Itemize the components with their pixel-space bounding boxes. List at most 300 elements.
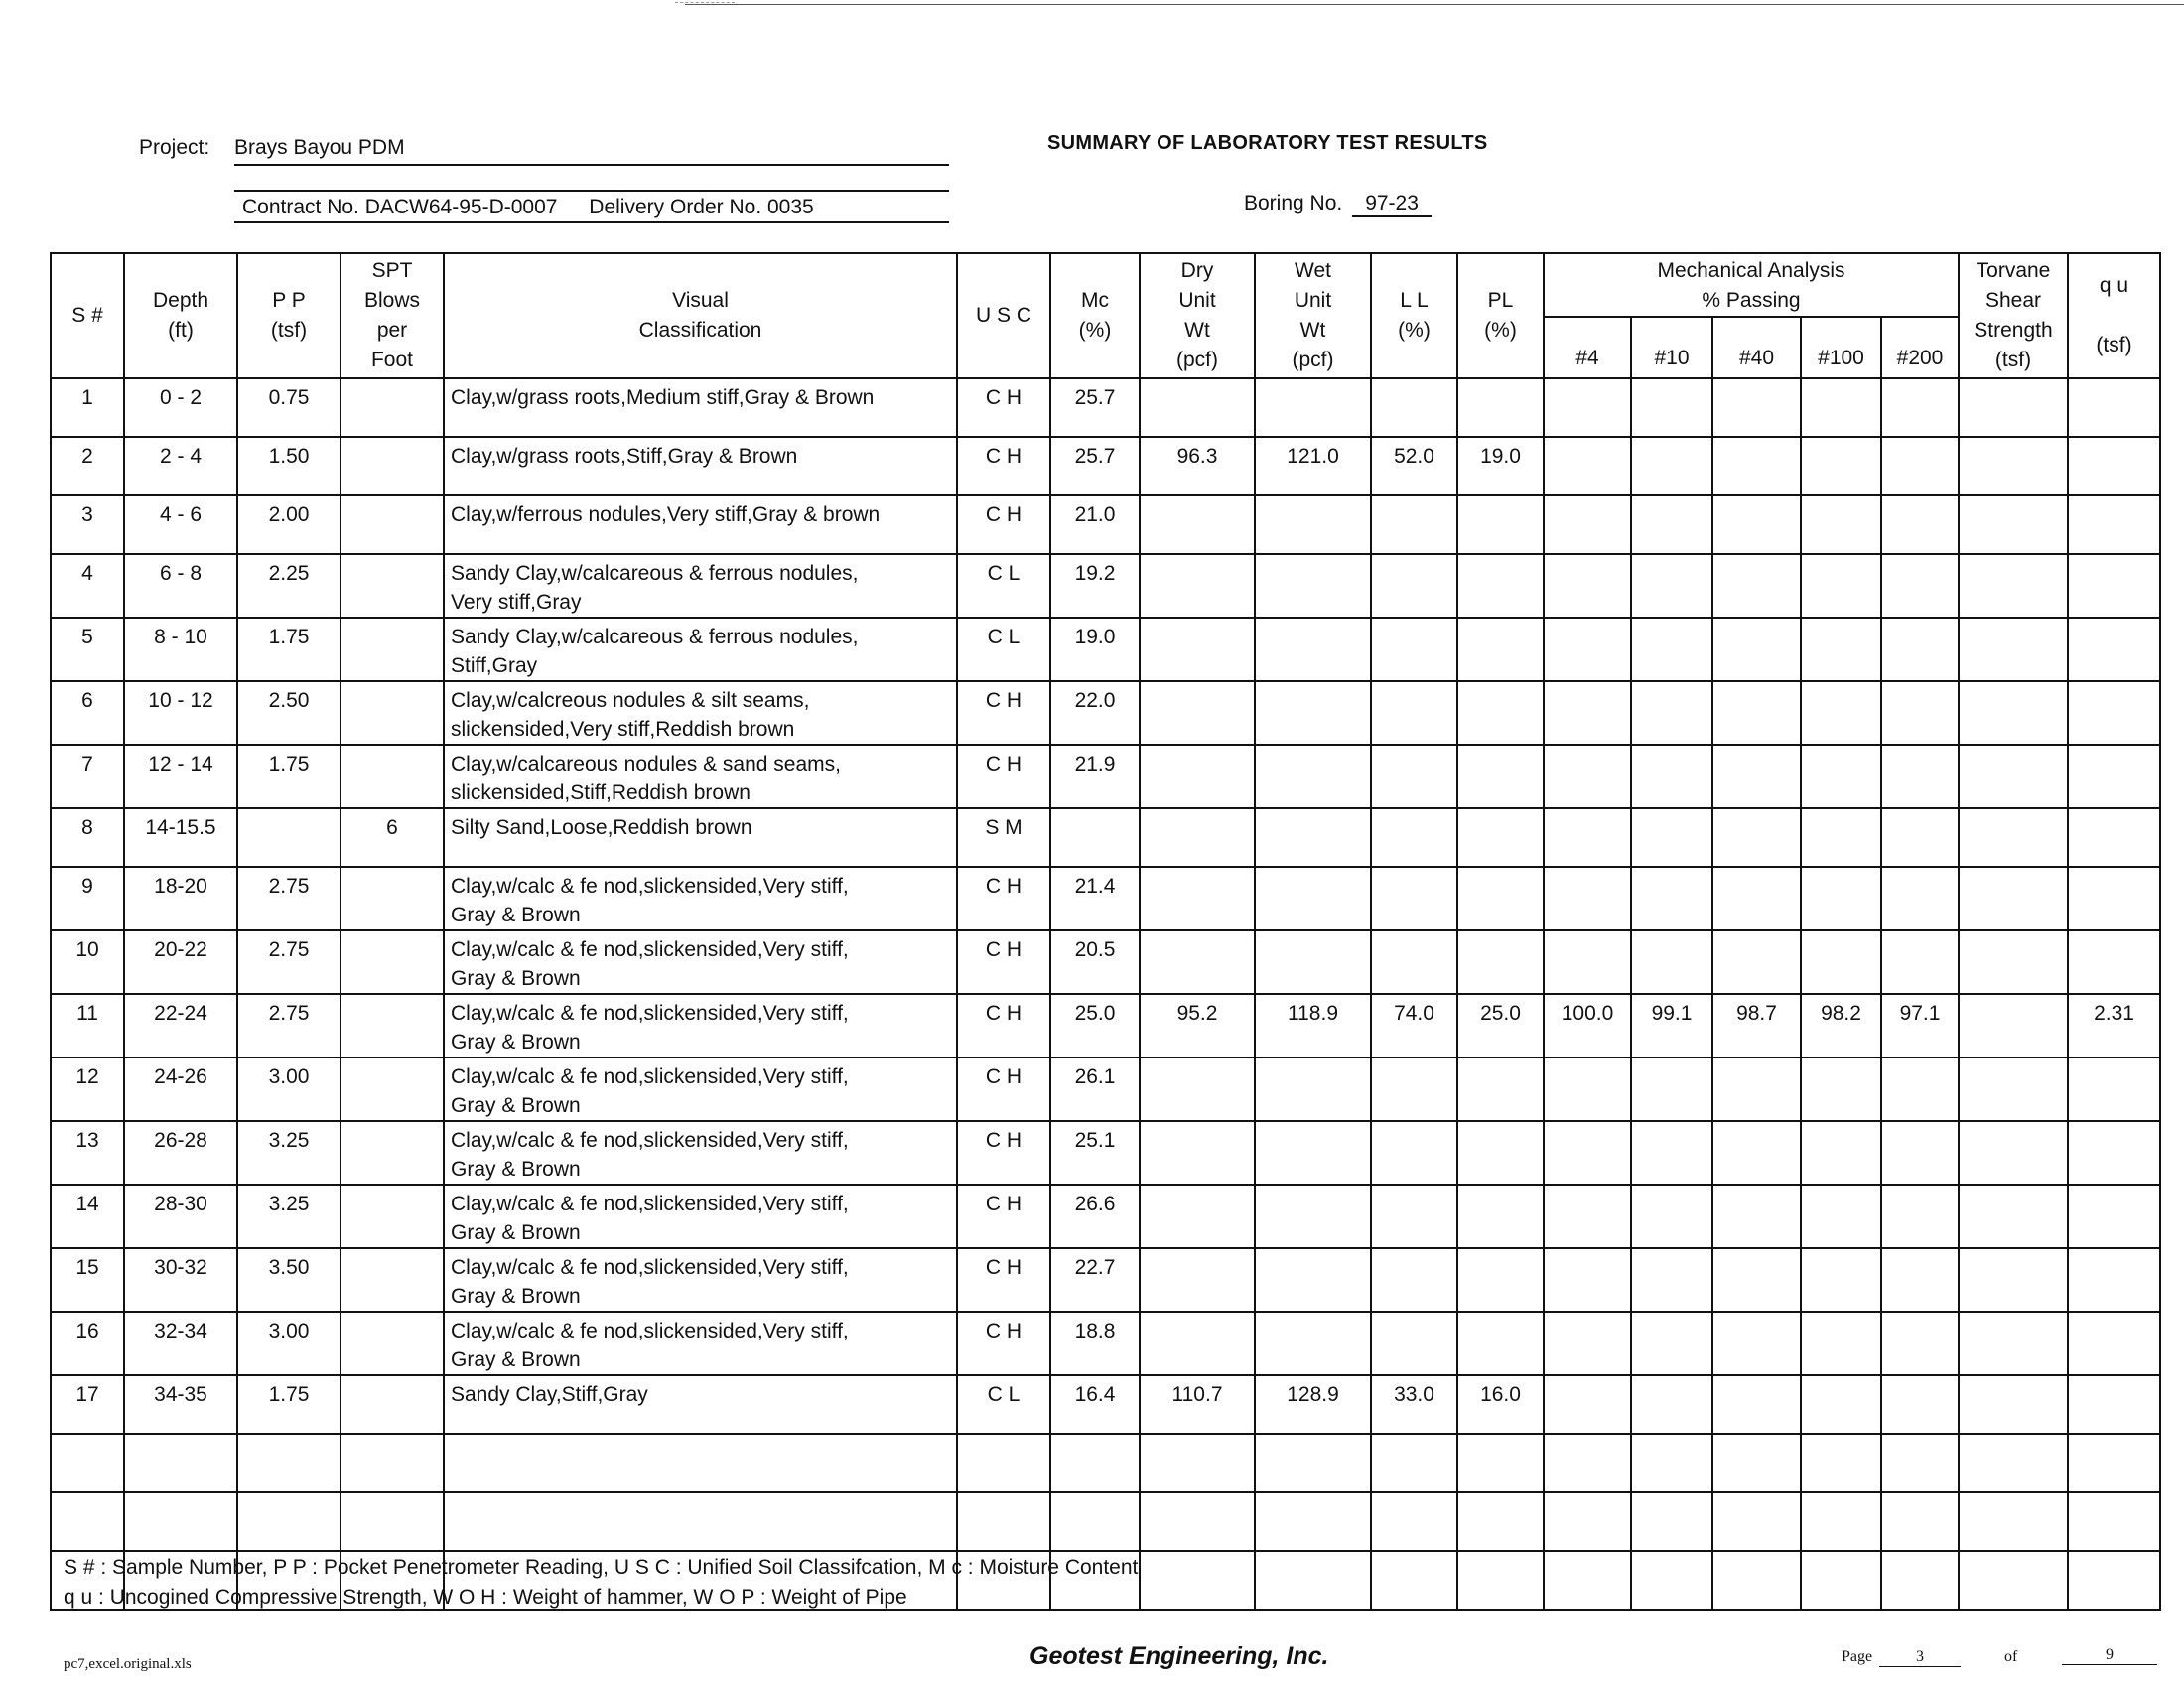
cell-sieve-100 <box>1801 867 1881 930</box>
cell-sample-number: 7 <box>51 745 124 808</box>
project-name: Brays Bayou PDM <box>234 136 405 159</box>
col-torvane: Torvane Shear Strength (tsf) <box>1959 253 2068 378</box>
cell-mc <box>1050 808 1140 867</box>
cell-usc: S M <box>957 808 1050 867</box>
cell-sample-number: 4 <box>51 554 124 618</box>
cell-visual-classification <box>444 1121 957 1185</box>
cell-wet-unit-wt <box>1255 554 1371 618</box>
table-row <box>51 437 2160 495</box>
cell-sieve-100 <box>1801 1551 1881 1610</box>
cell-mc: 22.7 <box>1050 1248 1140 1312</box>
cell-sieve-40 <box>1712 378 1801 437</box>
table-row <box>51 1492 2160 1551</box>
cell-sieve-40 <box>1712 1185 1801 1248</box>
cell-sieve-40 <box>1712 1434 1801 1492</box>
classification-line-1: Sandy Clay,w/calcareous & ferrous nodules, <box>451 626 859 648</box>
table-row <box>51 1312 2160 1375</box>
cell-sieve-200 <box>1881 618 1959 681</box>
cell-sieve-200 <box>1881 1121 1959 1185</box>
cell-usc: C H <box>957 437 1050 495</box>
cell-spt <box>341 930 444 994</box>
page-number-field <box>1879 1648 1961 1667</box>
cell-sieve-4 <box>1544 681 1631 745</box>
cell-qu <box>2068 1434 2160 1492</box>
col-wet-unit-wt: Wet Unit Wt (pcf) <box>1255 253 1371 378</box>
cell-sample-number: 2 <box>51 437 124 495</box>
classification-line-1: Clay,w/grass roots,Medium stiff,Gray & Brown <box>451 386 875 409</box>
cell-qu <box>2068 378 2160 437</box>
cell-sieve-10 <box>1631 437 1712 495</box>
cell-qu <box>2068 867 2160 930</box>
cell-pp: 1.75 <box>237 745 341 808</box>
cell-wet-unit-wt: 121.0 <box>1255 437 1371 495</box>
cell-sample-number: 6 <box>51 681 124 745</box>
cell-torvane <box>1959 681 2068 745</box>
contract-number: Contract No. DACW64-95-D-0007 <box>242 196 558 218</box>
cell-dry-unit-wt <box>1140 930 1255 994</box>
col-group-mechanical-analysis: Mechanical Analysis % Passing <box>1544 253 1959 317</box>
classification-line-1: Clay,w/grass roots,Stiff,Gray & Brown <box>451 445 798 468</box>
cell-sieve-40 <box>1712 1492 1801 1551</box>
table-row <box>51 554 2160 618</box>
cell-mc: 16.4 <box>1050 1375 1140 1434</box>
cell-sieve-10 <box>1631 1121 1712 1185</box>
cell-ll <box>1371 618 1457 681</box>
cell-pp <box>237 1434 341 1492</box>
cell-sieve-40 <box>1712 437 1801 495</box>
boring-field <box>1244 192 1432 217</box>
cell-ll <box>1371 930 1457 994</box>
cell-visual-classification <box>444 745 957 808</box>
cell-mc: 21.4 <box>1050 867 1140 930</box>
col-sieve-10: #10 <box>1631 317 1712 378</box>
classification-line-1: Clay,w/calc & fe nod,slickensided,Very stiff, <box>451 1193 849 1215</box>
cell-sieve-10 <box>1631 378 1712 437</box>
cell-sieve-40 <box>1712 1248 1801 1312</box>
cell-visual-classification <box>444 618 957 681</box>
cell-qu <box>2068 1248 2160 1312</box>
cell-sieve-200 <box>1881 867 1959 930</box>
table-row <box>51 808 2160 867</box>
cell-sieve-100 <box>1801 681 1881 745</box>
cell-ll <box>1371 1551 1457 1610</box>
cell-sieve-200 <box>1881 1312 1959 1375</box>
cell-pp: 1.75 <box>237 618 341 681</box>
cell-spt <box>341 1375 444 1434</box>
cell-ll <box>1371 378 1457 437</box>
cell-sample-number: 9 <box>51 867 124 930</box>
cell-pp: 3.25 <box>237 1121 341 1185</box>
cell-sieve-4 <box>1544 930 1631 994</box>
cell-sieve-4 <box>1544 1434 1631 1492</box>
legend-line-2: q u : Uncogined Compressive Strength, W O H : Weight of hammer, W O P : Weight of Pipe <box>64 1586 907 1609</box>
col-depth: Depth (ft) <box>124 253 237 378</box>
cell-qu: 2.31 <box>2068 994 2160 1058</box>
col-pp: P P (tsf) <box>237 253 341 378</box>
cell-visual-classification <box>444 554 957 618</box>
cell-sieve-4 <box>1544 1185 1631 1248</box>
cell-spt <box>341 1434 444 1492</box>
col-spt: SPT Blows per Foot <box>341 253 444 378</box>
cell-wet-unit-wt <box>1255 1058 1371 1121</box>
cell-depth: 22-24 <box>124 994 237 1058</box>
cell-sieve-4 <box>1544 1551 1631 1610</box>
cell-pl <box>1457 495 1544 554</box>
cell-sieve-4 <box>1544 1375 1631 1434</box>
cell-sample-number: 5 <box>51 618 124 681</box>
cell-spt <box>341 495 444 554</box>
cell-mc: 25.7 <box>1050 378 1140 437</box>
cell-dry-unit-wt: 110.7 <box>1140 1375 1255 1434</box>
cell-torvane <box>1959 1121 2068 1185</box>
cell-torvane <box>1959 745 2068 808</box>
cell-pp: 3.00 <box>237 1058 341 1121</box>
cell-sieve-200 <box>1881 745 1959 808</box>
file-name: pc7,excel.original.xls <box>64 1656 192 1672</box>
cell-mc: 25.1 <box>1050 1121 1140 1185</box>
cell-torvane <box>1959 994 2068 1058</box>
cell-sieve-10 <box>1631 681 1712 745</box>
project-value <box>234 136 949 166</box>
cell-spt <box>341 867 444 930</box>
cell-dry-unit-wt <box>1140 808 1255 867</box>
cell-sieve-10 <box>1631 930 1712 994</box>
classification-line-2: Gray & Brown <box>451 1285 581 1308</box>
cell-spt <box>341 1492 444 1551</box>
cell-sieve-4 <box>1544 378 1631 437</box>
cell-visual-classification <box>444 1375 957 1434</box>
cell-usc <box>957 1434 1050 1492</box>
cell-ll <box>1371 1248 1457 1312</box>
cell-sieve-100 <box>1801 1185 1881 1248</box>
cell-mc: 21.0 <box>1050 495 1140 554</box>
cell-visual-classification <box>444 994 957 1058</box>
cell-dry-unit-wt <box>1140 1185 1255 1248</box>
total-pages: 9 <box>2062 1646 2157 1665</box>
cell-pl <box>1457 745 1544 808</box>
cell-dry-unit-wt: 95.2 <box>1140 994 1255 1058</box>
cell-ll <box>1371 1312 1457 1375</box>
cell-ll <box>1371 1492 1457 1551</box>
cell-qu <box>2068 745 2160 808</box>
cell-pl <box>1457 1121 1544 1185</box>
cell-dry-unit-wt <box>1140 1121 1255 1185</box>
cell-usc: C H <box>957 1058 1050 1121</box>
cell-sieve-10 <box>1631 1058 1712 1121</box>
cell-depth: 2 - 4 <box>124 437 237 495</box>
classification-line-1: Clay,w/calc & fe nod,slickensided,Very stiff, <box>451 1065 849 1088</box>
cell-sample-number: 12 <box>51 1058 124 1121</box>
cell-visual-classification <box>444 1312 957 1375</box>
col-qu: q u (tsf) <box>2068 253 2160 378</box>
cell-mc: 26.1 <box>1050 1058 1140 1121</box>
cell-sieve-4 <box>1544 1492 1631 1551</box>
classification-line-1: Sandy Clay,Stiff,Gray <box>451 1383 648 1406</box>
cell-wet-unit-wt <box>1255 618 1371 681</box>
of-label: of <box>2004 1648 2018 1665</box>
cell-qu <box>2068 554 2160 618</box>
col-sieve-40: #40 <box>1712 317 1801 378</box>
cell-pl <box>1457 1492 1544 1551</box>
cell-usc: C L <box>957 618 1050 681</box>
cell-wet-unit-wt: 128.9 <box>1255 1375 1371 1434</box>
cell-pp: 0.75 <box>237 378 341 437</box>
col-visual-classification: Visual Classification <box>444 253 957 378</box>
cell-sieve-40 <box>1712 1551 1801 1610</box>
cell-ll: 33.0 <box>1371 1375 1457 1434</box>
cell-depth: 18-20 <box>124 867 237 930</box>
cell-torvane <box>1959 1185 2068 1248</box>
cell-torvane <box>1959 1248 2068 1312</box>
cell-sieve-10 <box>1631 1312 1712 1375</box>
cell-sieve-100 <box>1801 808 1881 867</box>
cell-dry-unit-wt <box>1140 618 1255 681</box>
cell-torvane <box>1959 618 2068 681</box>
cell-spt <box>341 1248 444 1312</box>
classification-line-2: Gray & Brown <box>451 904 581 926</box>
cell-dry-unit-wt: 96.3 <box>1140 437 1255 495</box>
table-row <box>51 681 2160 745</box>
cell-qu <box>2068 681 2160 745</box>
cell-sieve-4: 100.0 <box>1544 994 1631 1058</box>
classification-line-1: Clay,w/calc & fe nod,slickensided,Very stiff, <box>451 1002 849 1025</box>
cell-pp <box>237 808 341 867</box>
cell-spt: 6 <box>341 808 444 867</box>
boring-value: 97-23 <box>1352 192 1432 217</box>
cell-torvane <box>1959 1551 2068 1610</box>
cell-sieve-10 <box>1631 867 1712 930</box>
cell-visual-classification <box>444 1058 957 1121</box>
cell-sieve-40 <box>1712 1375 1801 1434</box>
cell-wet-unit-wt <box>1255 681 1371 745</box>
cell-ll <box>1371 867 1457 930</box>
cell-sieve-200 <box>1881 681 1959 745</box>
cell-pl <box>1457 930 1544 994</box>
cell-depth: 24-26 <box>124 1058 237 1121</box>
table-row <box>51 1434 2160 1492</box>
cell-pp: 3.25 <box>237 1185 341 1248</box>
cell-sieve-4 <box>1544 1312 1631 1375</box>
cell-depth: 8 - 10 <box>124 618 237 681</box>
cell-sieve-100 <box>1801 1375 1881 1434</box>
cell-mc: 25.7 <box>1050 437 1140 495</box>
cell-depth: 20-22 <box>124 930 237 994</box>
cell-torvane <box>1959 437 2068 495</box>
lab-results-table <box>50 252 2161 1611</box>
cell-visual-classification <box>444 437 957 495</box>
cell-spt <box>341 554 444 618</box>
cell-dry-unit-wt <box>1140 378 1255 437</box>
cell-visual-classification <box>444 1248 957 1312</box>
cell-sample-number: 8 <box>51 808 124 867</box>
header-row-top <box>51 253 2160 317</box>
cell-pl <box>1457 554 1544 618</box>
cell-depth: 6 - 8 <box>124 554 237 618</box>
cell-mc: 19.0 <box>1050 618 1140 681</box>
cell-spt <box>341 681 444 745</box>
cell-torvane <box>1959 808 2068 867</box>
cell-usc: C H <box>957 930 1050 994</box>
table-row <box>51 1248 2160 1312</box>
cell-visual-classification <box>444 808 957 867</box>
cell-ll <box>1371 745 1457 808</box>
cell-qu <box>2068 1312 2160 1375</box>
cell-pl: 16.0 <box>1457 1375 1544 1434</box>
table-row <box>51 1058 2160 1121</box>
cell-sample-number <box>51 1492 124 1551</box>
cell-sieve-200 <box>1881 930 1959 994</box>
col-mc: Mc (%) <box>1050 253 1140 378</box>
cell-wet-unit-wt <box>1255 808 1371 867</box>
col-dry-unit-wt: Dry Unit Wt (pcf) <box>1140 253 1255 378</box>
cell-pp: 2.75 <box>237 867 341 930</box>
cell-sieve-10 <box>1631 745 1712 808</box>
cell-sieve-100 <box>1801 1492 1881 1551</box>
cell-ll: 52.0 <box>1371 437 1457 495</box>
cell-depth: 10 - 12 <box>124 681 237 745</box>
cell-torvane <box>1959 495 2068 554</box>
cell-mc: 21.9 <box>1050 745 1140 808</box>
table-row <box>51 618 2160 681</box>
cell-sieve-100 <box>1801 1248 1881 1312</box>
cell-ll <box>1371 1185 1457 1248</box>
cell-visual-classification <box>444 867 957 930</box>
cell-depth: 26-28 <box>124 1121 237 1185</box>
classification-line-1: Clay,w/calc & fe nod,slickensided,Very stiff, <box>451 1256 849 1279</box>
classification-line-1: Clay,w/calcareous nodules & sand seams, <box>451 753 841 776</box>
cell-wet-unit-wt <box>1255 930 1371 994</box>
cell-usc: C H <box>957 867 1050 930</box>
cell-sieve-10 <box>1631 1434 1712 1492</box>
col-sieve-100: #100 <box>1801 317 1881 378</box>
cell-sieve-200 <box>1881 378 1959 437</box>
cell-depth: 4 - 6 <box>124 495 237 554</box>
cell-qu <box>2068 1492 2160 1551</box>
cell-wet-unit-wt <box>1255 867 1371 930</box>
cell-depth: 34-35 <box>124 1375 237 1434</box>
cell-sieve-40 <box>1712 1121 1801 1185</box>
cell-mc: 26.6 <box>1050 1185 1140 1248</box>
classification-line-2: Gray & Brown <box>451 1094 581 1117</box>
cell-pp: 3.50 <box>237 1248 341 1312</box>
cell-sieve-40 <box>1712 618 1801 681</box>
cell-sieve-4 <box>1544 554 1631 618</box>
cell-sieve-200 <box>1881 1375 1959 1434</box>
cell-visual-classification <box>444 1434 957 1492</box>
cell-sample-number <box>51 1434 124 1492</box>
classification-line-1: Clay,w/calcreous nodules & silt seams, <box>451 689 810 712</box>
col-sieve-200: #200 <box>1881 317 1959 378</box>
cell-torvane <box>1959 1312 2068 1375</box>
cell-visual-classification <box>444 930 957 994</box>
cell-qu <box>2068 618 2160 681</box>
cell-visual-classification <box>444 1492 957 1551</box>
cell-mc: 25.0 <box>1050 994 1140 1058</box>
classification-line-2: slickensided,Stiff,Reddish brown <box>451 781 751 804</box>
classification-line-1: Clay,w/calc & fe nod,slickensided,Very stiff, <box>451 1320 849 1342</box>
cell-sieve-100: 98.2 <box>1801 994 1881 1058</box>
table-row <box>51 745 2160 808</box>
cell-ll <box>1371 681 1457 745</box>
cell-pl <box>1457 1248 1544 1312</box>
cell-ll <box>1371 495 1457 554</box>
cell-sample-number: 3 <box>51 495 124 554</box>
cell-spt <box>341 618 444 681</box>
cell-sieve-4 <box>1544 495 1631 554</box>
cell-sieve-4 <box>1544 1248 1631 1312</box>
cell-depth: 32-34 <box>124 1312 237 1375</box>
cell-sieve-4 <box>1544 1058 1631 1121</box>
delivery-order: Delivery Order No. 0035 <box>589 196 814 218</box>
cell-torvane <box>1959 1492 2068 1551</box>
cell-sieve-40 <box>1712 681 1801 745</box>
top-dotted-line <box>675 2 735 3</box>
cell-pl <box>1457 1434 1544 1492</box>
cell-depth <box>124 1434 237 1492</box>
cell-pl <box>1457 1058 1544 1121</box>
cell-torvane <box>1959 930 2068 994</box>
cell-visual-classification <box>444 378 957 437</box>
cell-qu <box>2068 1551 2160 1610</box>
cell-sieve-100 <box>1801 1434 1881 1492</box>
cell-wet-unit-wt <box>1255 1492 1371 1551</box>
cell-torvane <box>1959 867 2068 930</box>
cell-pp: 2.25 <box>237 554 341 618</box>
cell-sieve-40 <box>1712 867 1801 930</box>
cell-ll <box>1371 554 1457 618</box>
cell-pp: 1.50 <box>237 437 341 495</box>
cell-pl <box>1457 618 1544 681</box>
cell-depth: 28-30 <box>124 1185 237 1248</box>
cell-sieve-200 <box>1881 495 1959 554</box>
cell-sieve-4 <box>1544 867 1631 930</box>
page-title: SUMMARY OF LABORATORY TEST RESULTS <box>1047 132 1488 154</box>
cell-wet-unit-wt <box>1255 1312 1371 1375</box>
cell-sample-number: 16 <box>51 1312 124 1375</box>
table-row <box>51 1121 2160 1185</box>
cell-wet-unit-wt <box>1255 1185 1371 1248</box>
col-pl: PL (%) <box>1457 253 1544 378</box>
classification-line-1: Clay,w/ferrous nodules,Very stiff,Gray & brown <box>451 503 881 526</box>
cell-sieve-4 <box>1544 618 1631 681</box>
cell-usc: C H <box>957 1121 1050 1185</box>
cell-usc: C H <box>957 1185 1050 1248</box>
cell-wet-unit-wt: 118.9 <box>1255 994 1371 1058</box>
cell-sieve-100 <box>1801 745 1881 808</box>
classification-line-2: Gray & Brown <box>451 1031 581 1054</box>
cell-ll <box>1371 1058 1457 1121</box>
cell-qu <box>2068 1121 2160 1185</box>
cell-wet-unit-wt <box>1255 1121 1371 1185</box>
cell-visual-classification <box>444 1185 957 1248</box>
cell-pl <box>1457 1312 1544 1375</box>
cell-sieve-40 <box>1712 554 1801 618</box>
cell-sieve-10 <box>1631 495 1712 554</box>
cell-sieve-10 <box>1631 1551 1712 1610</box>
cell-dry-unit-wt <box>1140 1551 1255 1610</box>
cell-wet-unit-wt <box>1255 378 1371 437</box>
classification-line-1: Silty Sand,Loose,Reddish brown <box>451 816 752 839</box>
cell-visual-classification <box>444 681 957 745</box>
top-border-line <box>685 4 2184 5</box>
cell-sample-number: 13 <box>51 1121 124 1185</box>
cell-torvane <box>1959 554 2068 618</box>
cell-pl: 25.0 <box>1457 994 1544 1058</box>
cell-qu <box>2068 1375 2160 1434</box>
cell-usc: C H <box>957 681 1050 745</box>
table-row <box>51 378 2160 437</box>
cell-spt <box>341 437 444 495</box>
